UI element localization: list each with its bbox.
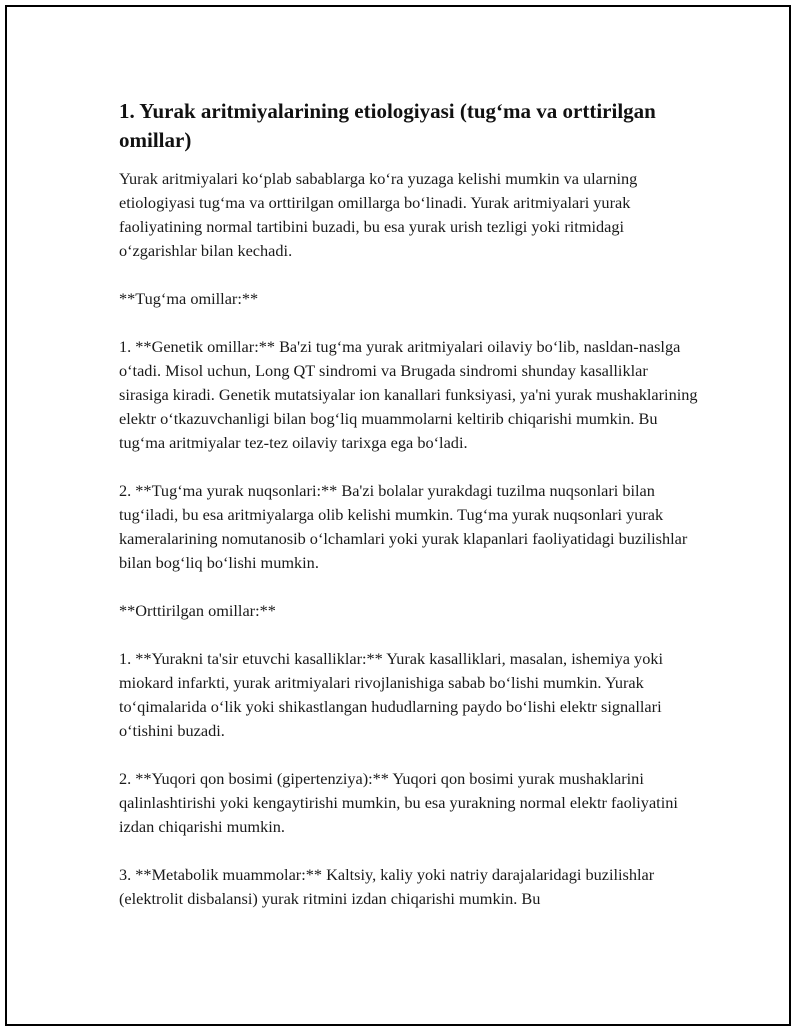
document-page <box>5 5 791 1026</box>
section-heading: 1. Yurak aritmiyalarining etiologiyasi (tug‘ma va orttirilgan omillar) <box>119 99 656 152</box>
acquired-factors-heading: **Orttirilgan omillar:** <box>119 601 276 620</box>
congenital-defects-paragraph: 2. **Tug‘ma yurak nuqsonlari:** Ba'zi bolalar yurakdagi tuzilma nuqsonlari bilan tug‘iladi, bu esa aritmiyalarga olib kelishi mumkin. Tug‘ma yurak nuqsonlari yurak kameralarining nomutanosib o‘lchamlari yoki yurak klapanlari faoliyatidagi buzilishlar bilan bog‘liq bo‘lishi mumkin. <box>119 481 688 572</box>
genetic-factors-paragraph: 1. **Genetik omillar:** Ba'zi tug‘ma yurak aritmiyalari oilaviy bo‘lib, nasldan-naslga o‘tadi. Misol uchun, Long QT sindromi va Brugada sindromi shunday kasalliklar sirasiga kiradi. Genetik mutatsiyalar ion kanallari funksiyasi, ya'ni yurak mushaklarining elektr o‘tkazuvchanligi bilan bog‘liq muammolarni keltirib chiqarishi mumkin. Bu tug‘ma aritmiyalar tez-tez oilaviy tarixga ega bo‘ladi. <box>119 337 698 452</box>
metabolic-problems-paragraph: 3. **Metabolik muammolar:** Kaltsiy, kaliy yoki natriy darajalaridagi buzilishlar (elektrolit disbalansi) yurak ritmini izdan chiqarishi mumkin. Bu <box>119 865 655 908</box>
document-body <box>119 97 699 935</box>
congenital-factors-heading: **Tug‘ma omillar:** <box>119 289 259 308</box>
heart-diseases-paragraph: 1. **Yurakni ta'sir etuvchi kasalliklar:** Yurak kasalliklari, masalan, ishemiya yoki miokard infarkti, yurak aritmiyalari rivojlanishiga sabab bo‘lishi mumkin. Yurak to‘qimalarida o‘lik yoki shikastlangan hududlarning paydo bo‘lishi elektr signallari o‘tishini buzadi. <box>119 649 663 740</box>
hypertension-paragraph: 2. **Yuqori qon bosimi (gipertenziya):** Yuqori qon bosimi yurak mushaklarini qalinlashtirishi yoki kengaytirishi mumkin, bu esa yurakning normal elektr faoliyatini izdan chiqarishi mumkin. <box>119 769 678 836</box>
intro-paragraph: Yurak aritmiyalari ko‘plab sabablarga ko‘ra yuzaga kelishi mumkin va ularning etiologiyasi tug‘ma va orttirilgan omillarga bo‘linadi. Yurak aritmiyalari yurak faoliyatining normal tartibini buzadi, bu esa yurak urish tezligi yoki ritmidagi o‘zgarishlar bilan kechadi. <box>119 169 638 260</box>
